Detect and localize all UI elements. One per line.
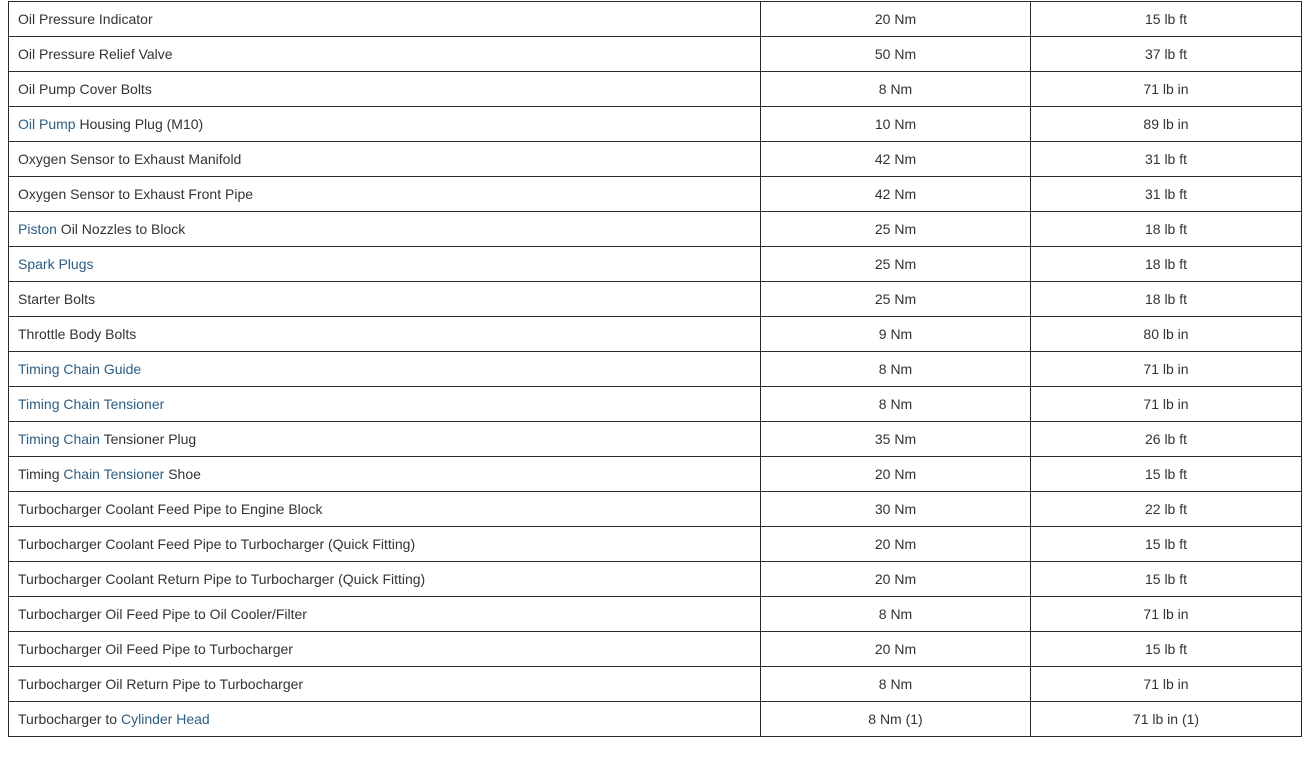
metric-torque-cell: 20 Nm [761, 457, 1031, 492]
component-cell [9, 632, 761, 667]
imperial-torque-cell: 37 lb ft [1031, 37, 1302, 72]
torque-table-body [9, 2, 1302, 737]
component-text: Turbocharger Oil Feed Pipe to Oil Cooler/Filter [18, 606, 307, 622]
component-cell [9, 177, 761, 212]
table-row [9, 527, 1302, 562]
metric-torque-cell: 9 Nm [761, 317, 1031, 352]
table-row [9, 177, 1302, 212]
component-link[interactable]: Timing Chain Guide [18, 361, 142, 377]
component-link[interactable]: Spark Plugs [18, 256, 94, 272]
table-row [9, 2, 1302, 37]
imperial-torque-cell: 15 lb ft [1031, 562, 1302, 597]
imperial-torque-cell: 15 lb ft [1031, 457, 1302, 492]
component-text: Oil Pressure Relief Valve [18, 46, 173, 62]
component-cell [9, 2, 761, 37]
component-text: Turbocharger Coolant Feed Pipe to Turbocharger (Quick Fitting) [18, 536, 416, 552]
component-text: Oxygen Sensor to Exhaust Front Pipe [18, 186, 254, 202]
imperial-torque-cell: 26 lb ft [1031, 422, 1302, 457]
table-row [9, 422, 1302, 457]
component-text: Oil Nozzles to Block [56, 221, 186, 237]
component-cell [9, 387, 761, 422]
metric-torque-cell: 8 Nm [761, 72, 1031, 107]
component-link[interactable]: Cylinder Head [120, 711, 210, 727]
metric-torque-cell: 20 Nm [761, 2, 1031, 37]
table-row [9, 457, 1302, 492]
table-row [9, 107, 1302, 142]
imperial-torque-cell: 15 lb ft [1031, 632, 1302, 667]
table-row [9, 212, 1302, 247]
component-cell [9, 317, 761, 352]
table-row [9, 562, 1302, 597]
component-cell [9, 247, 761, 282]
imperial-torque-cell: 80 lb in [1031, 317, 1302, 352]
metric-torque-cell: 20 Nm [761, 562, 1031, 597]
component-text: Oxygen Sensor to Exhaust Manifold [18, 151, 242, 167]
component-text: Turbocharger to [18, 711, 121, 727]
table-row [9, 282, 1302, 317]
component-link[interactable]: Oil Pump [18, 116, 76, 132]
metric-torque-cell: 50 Nm [761, 37, 1031, 72]
imperial-torque-cell: 31 lb ft [1031, 177, 1302, 212]
table-row [9, 247, 1302, 282]
metric-torque-cell: 8 Nm [761, 352, 1031, 387]
component-cell [9, 457, 761, 492]
metric-torque-cell: 30 Nm [761, 492, 1031, 527]
imperial-torque-cell: 18 lb ft [1031, 247, 1302, 282]
metric-torque-cell: 8 Nm [761, 667, 1031, 702]
component-cell [9, 422, 761, 457]
imperial-torque-cell: 89 lb in [1031, 107, 1302, 142]
component-link[interactable]: Timing Chain [18, 431, 100, 447]
table-row [9, 352, 1302, 387]
table-row [9, 667, 1302, 702]
component-cell [9, 37, 761, 72]
table-row [9, 72, 1302, 107]
table-row [9, 317, 1302, 352]
component-text: Oil Pump Cover Bolts [18, 81, 152, 97]
component-cell [9, 352, 761, 387]
table-row [9, 702, 1302, 737]
imperial-torque-cell: 71 lb in [1031, 72, 1302, 107]
component-text: Turbocharger Coolant Feed Pipe to Engine Block [18, 501, 323, 517]
table-row [9, 492, 1302, 527]
metric-torque-cell: 25 Nm [761, 282, 1031, 317]
metric-torque-cell: 25 Nm [761, 212, 1031, 247]
torque-spec-table [8, 1, 1302, 737]
component-link[interactable]: Chain Tensioner [63, 466, 165, 482]
component-cell [9, 527, 761, 562]
metric-torque-cell: 8 Nm [761, 387, 1031, 422]
metric-torque-cell: 25 Nm [761, 247, 1031, 282]
metric-torque-cell: 42 Nm [761, 142, 1031, 177]
imperial-torque-cell: 71 lb in (1) [1031, 702, 1302, 737]
imperial-torque-cell: 18 lb ft [1031, 212, 1302, 247]
metric-torque-cell: 8 Nm (1) [761, 702, 1031, 737]
imperial-torque-cell: 71 lb in [1031, 667, 1302, 702]
component-link[interactable]: Piston [18, 221, 57, 237]
component-cell [9, 597, 761, 632]
component-cell [9, 212, 761, 247]
imperial-torque-cell: 22 lb ft [1031, 492, 1302, 527]
metric-torque-cell: 42 Nm [761, 177, 1031, 212]
metric-torque-cell: 10 Nm [761, 107, 1031, 142]
component-cell [9, 667, 761, 702]
table-row [9, 37, 1302, 72]
table-row [9, 142, 1302, 177]
metric-torque-cell: 8 Nm [761, 597, 1031, 632]
component-text: Turbocharger Coolant Return Pipe to Turbocharger (Quick Fitting) [18, 571, 426, 587]
imperial-torque-cell: 71 lb in [1031, 352, 1302, 387]
component-cell [9, 142, 761, 177]
imperial-torque-cell: 71 lb in [1031, 387, 1302, 422]
imperial-torque-cell: 31 lb ft [1031, 142, 1302, 177]
component-text: Throttle Body Bolts [18, 326, 137, 342]
metric-torque-cell: 35 Nm [761, 422, 1031, 457]
component-cell [9, 492, 761, 527]
imperial-torque-cell: 15 lb ft [1031, 527, 1302, 562]
table-row [9, 632, 1302, 667]
component-cell [9, 562, 761, 597]
table-row [9, 597, 1302, 632]
component-text: Starter Bolts [18, 291, 96, 307]
imperial-torque-cell: 71 lb in [1031, 597, 1302, 632]
component-cell [9, 107, 761, 142]
component-text: Turbocharger Oil Return Pipe to Turbocharger [18, 676, 304, 692]
component-text: Oil Pressure Indicator [18, 11, 153, 27]
component-text: Housing Plug (M10) [75, 116, 204, 132]
imperial-torque-cell: 15 lb ft [1031, 2, 1302, 37]
component-link[interactable]: Timing Chain Tensioner [18, 396, 165, 412]
component-text: Timing [18, 466, 64, 482]
component-cell [9, 72, 761, 107]
table-row [9, 387, 1302, 422]
imperial-torque-cell: 18 lb ft [1031, 282, 1302, 317]
component-text: Shoe [164, 466, 201, 482]
component-cell [9, 282, 761, 317]
component-cell [9, 702, 761, 737]
metric-torque-cell: 20 Nm [761, 527, 1031, 562]
metric-torque-cell: 20 Nm [761, 632, 1031, 667]
component-text: Turbocharger Oil Feed Pipe to Turbocharger [18, 641, 293, 657]
component-text: Tensioner Plug [99, 431, 197, 447]
